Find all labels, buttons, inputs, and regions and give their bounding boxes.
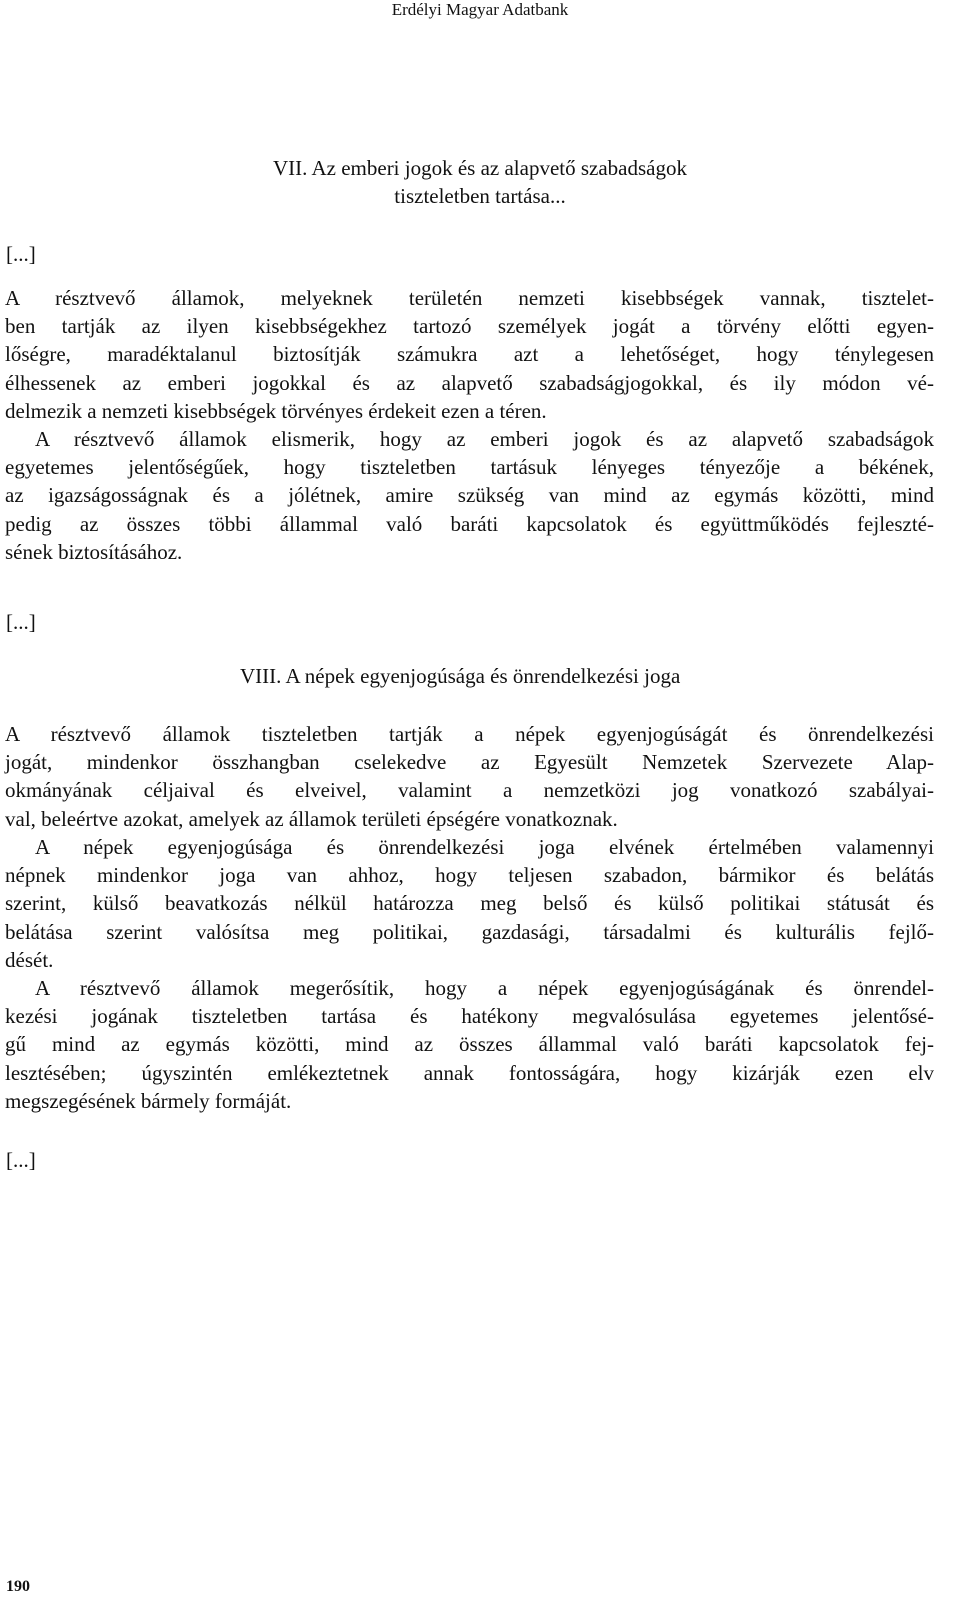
text-line: lesztésében; úgyszintén emlékeztetnek annak fontosságára, hogy kizárják ezen elv — [5, 1060, 934, 1085]
text-line: delmezik a nemzeti kisebbségek törvényes érdekeit ezen a téren. — [5, 398, 547, 423]
text-line: szerint, külső beavatkozás nélkül határozza meg belső és külső politikai státusát és — [5, 891, 934, 916]
text-line: kezési jogának tiszteletben tartása és hatékony megvalósulása egyetemes jelentősé- — [5, 1004, 934, 1029]
text-line: A résztvevő államok megerősítik, hogy a népek egyenjogúságának és önrendel- — [35, 976, 934, 1000]
text-line: A résztvevő államok elismerik, hogy az emberi jogok és az alapvető szabadságok — [35, 427, 934, 451]
text-line: egyetemes jelentőségűek, hogy tiszteletben tartásuk lényeges tényezője a békének, — [5, 455, 934, 480]
text-line: A népek egyenjogúsága és önrendelkezési joga elvének értelmében valamennyi — [35, 835, 934, 859]
text-line: népnek mindenkor joga van ahhoz, hogy teljesen szabadon, bármikor és belátás — [5, 863, 934, 888]
paragraph — [5, 720, 934, 833]
section-7-title-line-2: tiszteletben tartása... — [394, 184, 566, 208]
paragraph — [5, 284, 934, 425]
text-line: okmányának céljaival és elveivel, valamint a nemzetközi jog vonatkozó szabályai- — [5, 778, 934, 803]
omission-marker: [...] — [6, 610, 36, 634]
text-line: élhessenek az emberi jogokkal és az alapvető szabadságjogokkal, és ily módon vé- — [5, 370, 934, 395]
paragraph — [5, 833, 934, 974]
text-line: val, beleértve azokat, amelyek az államok területi épségére vonatkoznak. — [5, 806, 618, 831]
paragraph — [5, 974, 934, 1115]
omission-marker: [...] — [6, 242, 36, 266]
text-line: A résztvevő államok tiszteletben tartják a népek egyenjogúságát és önrendelkezési — [5, 722, 934, 746]
text-line: A résztvevő államok, melyeknek területén nemzeti kisebbségek vannak, tisztelet- — [5, 286, 934, 310]
text-line: dését. — [5, 947, 54, 972]
section-7-title-line-1: VII. Az emberi jogok és az alapvető szabadságok — [272, 156, 687, 180]
section-8-title: VIII. A népek egyenjogúsága és önrendelkezési joga — [240, 664, 681, 688]
text-line: jogát, mindenkor összhangban cselekedve az Egyesült Nemzetek Szervezete Alap- — [5, 750, 934, 775]
running-header: Erdélyi Magyar Adatbank — [391, 0, 569, 19]
text-line: ben tartják az ilyen kisebbségekhez tartozó személyek jogát a törvény előtti egyen- — [5, 314, 934, 339]
text-line: megszegésének bármely formáját. — [5, 1088, 292, 1113]
text-line: az igazságosságnak és a jólétnek, amire szükség van mind az egymás közötti, mind — [5, 483, 934, 508]
paragraph — [5, 425, 934, 566]
page-number: 190 — [6, 1578, 30, 1595]
text-line: belátása szerint valósítsa meg politikai, gazdasági, társadalmi és kulturális fejlő- — [5, 919, 934, 944]
text-line: gű mind az egymás közötti, mind az összes állammal való baráti kapcsolatok fej- — [5, 1032, 934, 1057]
text-line: pedig az összes többi állammal való baráti kapcsolatok és együttműködés fejleszté- — [5, 511, 934, 536]
omission-marker: [...] — [6, 1148, 36, 1172]
text-line: sének biztosításához. — [5, 539, 183, 564]
text-line: lőségre, maradéktalanul biztosítják számukra azt a lehetőséget, hogy ténylegesen — [5, 342, 934, 367]
